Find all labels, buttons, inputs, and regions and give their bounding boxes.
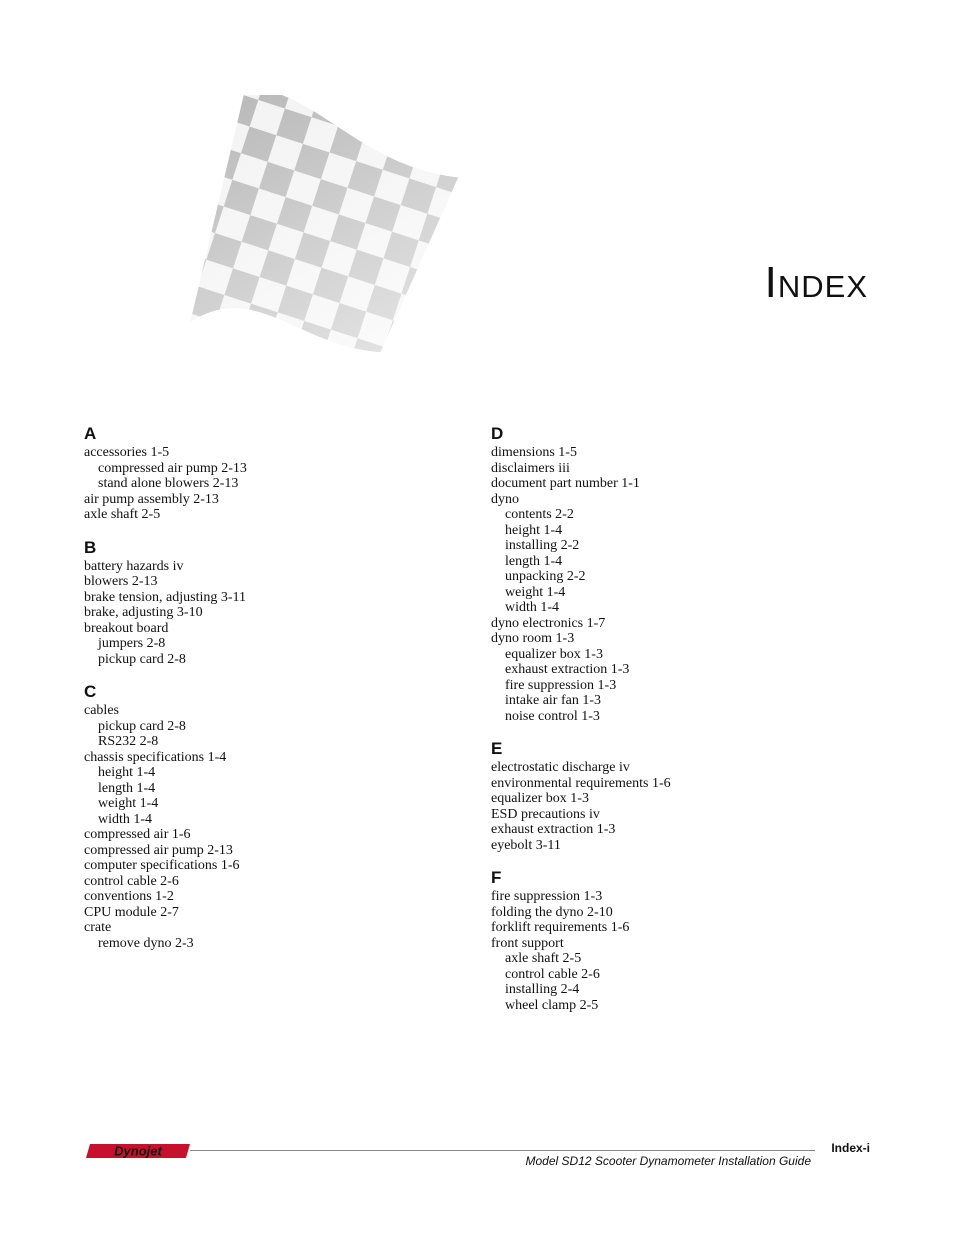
- checkered-flag-icon: [160, 95, 460, 395]
- index-entry: dyno: [491, 491, 519, 507]
- index-subentry: equalizer box 1-3: [505, 646, 603, 662]
- index-entry: electrostatic discharge iv: [491, 760, 630, 775]
- index-section-f: [491, 867, 821, 1013]
- index-entry: blowers 2-13: [84, 574, 158, 589]
- index-entry: cables: [84, 703, 119, 718]
- index-entry: fire suppression 1-3: [491, 889, 603, 904]
- index-entry: CPU module 2-7: [84, 904, 179, 920]
- index-section-d: [491, 423, 821, 724]
- logo-text: Dynojet: [114, 1143, 162, 1159]
- index-entry: dyno electronics 1-7: [491, 615, 606, 631]
- guide-title: Model SD12 Scooter Dynamometer Installation Guide: [525, 1154, 811, 1168]
- index-entry: compressed air 1-6: [84, 827, 191, 842]
- index-entry: dimensions 1-5: [491, 445, 577, 460]
- index-entry: control cable 2-6: [84, 873, 179, 889]
- index-section-e: [491, 738, 821, 853]
- index-subentry: weight 1-4: [98, 796, 159, 811]
- index-entry: axle shaft 2-5: [84, 507, 161, 522]
- index-subentry: installing 2-4: [505, 982, 580, 997]
- index-subentry: length 1-4: [505, 553, 563, 569]
- index-entry: exhaust extraction 1-3: [491, 822, 616, 837]
- index-entry: air pump assembly 2-13: [84, 491, 219, 507]
- index-subentry: exhaust extraction 1-3: [505, 662, 630, 677]
- index-subentry: remove dyno 2-3: [98, 935, 194, 951]
- index-subentry: height 1-4: [505, 522, 563, 538]
- index-entry: equalizer box 1-3: [491, 791, 589, 806]
- index-subentry: unpacking 2-2: [505, 569, 586, 584]
- index-entry: document part number 1-1: [491, 476, 640, 491]
- index-entry: folding the dyno 2-10: [491, 904, 613, 920]
- index-section-c: [84, 681, 414, 951]
- index-subentry: installing 2-2: [505, 538, 580, 553]
- index-subentry: fire suppression 1-3: [505, 677, 617, 693]
- index-subentry: pickup card 2-8: [98, 651, 186, 667]
- index-subentry: noise control 1-3: [505, 708, 600, 724]
- index-subentry: contents 2-2: [505, 507, 574, 522]
- index-entry: eyebolt 3-11: [491, 837, 561, 853]
- index-entry: accessories 1-5: [84, 445, 170, 460]
- index-subentry: length 1-4: [98, 780, 156, 796]
- index-entry: breakout board: [84, 620, 169, 636]
- index-entry: environmental requirements 1-6: [491, 775, 671, 791]
- index-letter: F: [491, 868, 502, 887]
- index-entry: dyno room 1-3: [491, 631, 575, 646]
- dynojet-logo-icon: [86, 1143, 190, 1159]
- index-entry: chassis specifications 1-4: [84, 749, 227, 765]
- index-column-left: [84, 423, 414, 965]
- index-entry: computer specifications 1-6: [84, 858, 240, 873]
- page-title: Index: [764, 258, 868, 307]
- index-subentry: stand alone blowers 2-13: [98, 476, 239, 491]
- index-section-a: [84, 423, 414, 523]
- footer-rule: [190, 1150, 815, 1151]
- index-subentry: jumpers 2-8: [98, 636, 166, 651]
- index-subentry: width 1-4: [505, 600, 560, 615]
- index-subentry: axle shaft 2-5: [505, 951, 582, 966]
- index-subentry: weight 1-4: [505, 584, 566, 600]
- page-number: Index-i: [831, 1141, 870, 1155]
- index-column-right: [491, 423, 821, 1027]
- index-entry: conventions 1-2: [84, 889, 174, 904]
- index-entry: forklift requirements 1-6: [491, 920, 630, 935]
- index-letter: A: [84, 424, 97, 443]
- index-entry: ESD precautions iv: [491, 806, 600, 822]
- index-entry: disclaimers iii: [491, 460, 570, 476]
- index-subentry: RS232 2-8: [98, 734, 159, 749]
- index-subentry: wheel clamp 2-5: [505, 997, 599, 1013]
- index-subentry: compressed air pump 2-13: [98, 460, 247, 476]
- index-subentry: intake air fan 1-3: [505, 693, 602, 708]
- index-entry: front support: [491, 935, 564, 951]
- index-section-b: [84, 537, 414, 668]
- index-entry: crate: [84, 920, 112, 935]
- index-letter: E: [491, 739, 503, 758]
- index-entry: brake tension, adjusting 3-11: [84, 589, 247, 605]
- index-subentry: pickup card 2-8: [98, 718, 186, 734]
- index-subentry: width 1-4: [98, 811, 153, 827]
- index-entry: battery hazards iv: [84, 558, 184, 574]
- index-subentry: control cable 2-6: [505, 966, 600, 982]
- index-subentry: height 1-4: [98, 765, 156, 780]
- index-letter: B: [84, 537, 97, 557]
- index-letter: D: [491, 424, 504, 443]
- index-entry: brake, adjusting 3-10: [84, 605, 203, 620]
- index-entry: compressed air pump 2-13: [84, 842, 233, 858]
- index-letter: C: [84, 682, 97, 701]
